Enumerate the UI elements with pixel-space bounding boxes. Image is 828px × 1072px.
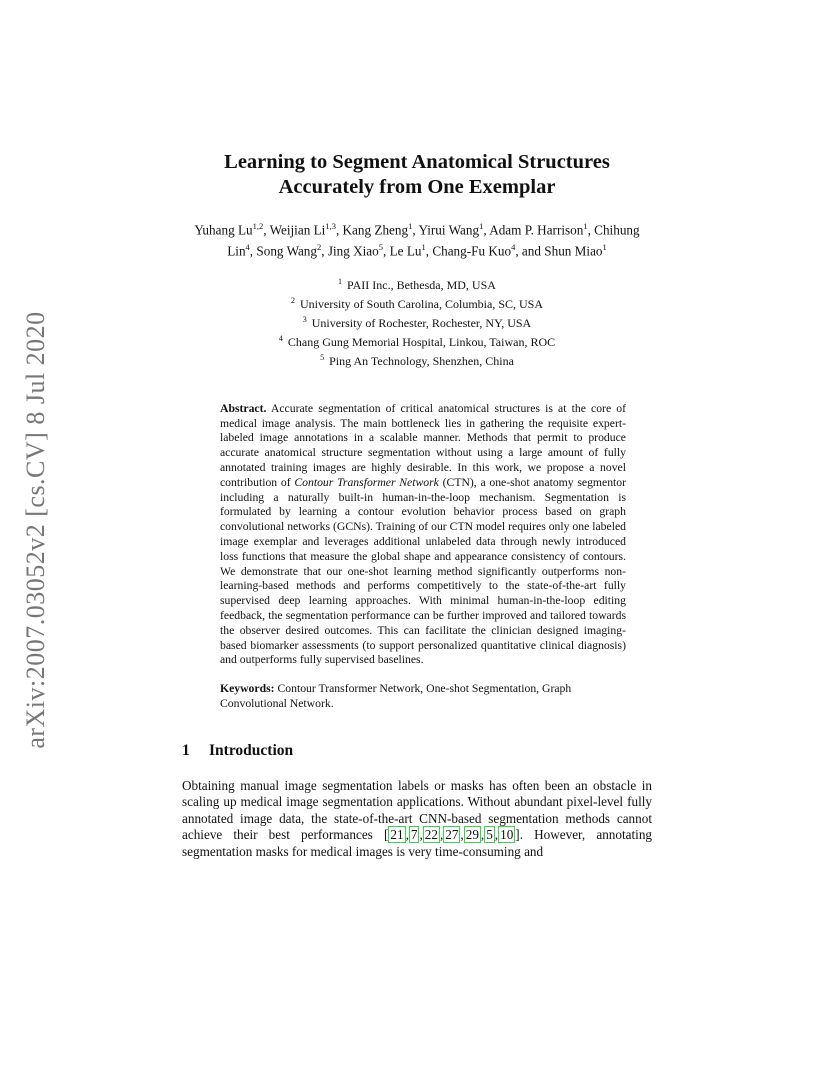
abstract-label: Abstract.: [220, 401, 267, 415]
citation-link[interactable]: 5: [486, 827, 493, 843]
author-name: Jing Xiao: [327, 243, 379, 259]
affiliation-text: University of Rochester, Rochester, NY, USA: [311, 315, 532, 330]
section-heading: [182, 742, 652, 760]
affiliation-item: [182, 331, 652, 350]
arxiv-identifier-text: arXiv:2007.03052v2 [cs.CV] 8 Jul 2020: [21, 311, 50, 749]
citation-link[interactable]: 7: [410, 827, 418, 843]
affiliation-list: [182, 274, 652, 369]
author-separator: ,: [335, 222, 343, 238]
affiliation-number: 3: [302, 314, 307, 324]
citation-group: [ 21 , 7 , 22 , 27 , 29 , 5 , 10 ]: [383, 827, 520, 843]
author-affiliation-mark: 4: [511, 241, 516, 252]
author-affiliation-mark: 1: [408, 221, 413, 231]
author-affiliation-mark: 1: [421, 241, 426, 252]
affiliation-number: 4: [278, 333, 283, 343]
author-affiliation-mark: 1: [602, 241, 607, 252]
author-separator: ,: [483, 222, 490, 238]
section-title: Introduction: [209, 741, 294, 759]
affiliation-item: [182, 350, 652, 369]
section-number: 1: [182, 741, 190, 759]
citation-link[interactable]: 29: [465, 827, 479, 843]
citation-link[interactable]: 27: [445, 827, 459, 843]
author-affiliation-mark: 4: [245, 241, 250, 252]
author-separator: , and: [515, 243, 545, 259]
author-separator: ,: [249, 243, 257, 259]
author-affiliation-mark: 1,2: [252, 221, 264, 231]
author-separator: ,: [321, 243, 328, 259]
author-separator: ,: [425, 243, 433, 259]
author-name: Adam P. Harrison: [489, 222, 584, 238]
author-name: Yirui Wang: [418, 222, 480, 238]
author-name: Song Wang: [256, 243, 317, 259]
affiliation-item: [182, 293, 652, 312]
affiliation-item: [182, 274, 652, 293]
paper-page: [182, 150, 652, 860]
intro-paragraph: [182, 778, 652, 861]
author-name: Weijian Li: [269, 222, 326, 238]
affiliation-item: [182, 312, 652, 331]
author-affiliation-mark: 5: [378, 241, 384, 252]
author-name: Kang Zheng: [342, 222, 409, 238]
author-name: Shun Miao: [544, 243, 603, 259]
intro-text-2: . However, annotating segmentation masks for medical images is very time-consuming and: [182, 827, 653, 859]
author-separator: ,: [263, 222, 270, 238]
affiliation-number: 1: [338, 276, 343, 286]
affiliation-text: Ping An Technology, Shenzhen, China: [329, 353, 514, 368]
keywords-label: Keywords:: [220, 682, 275, 696]
author-separator: ,: [587, 222, 595, 238]
affiliation-number: 5: [320, 352, 325, 362]
author-affiliation-mark: 1: [479, 221, 484, 231]
affiliation-text: PAII Inc., Bethesda, MD, USA: [347, 277, 496, 292]
title-line-1: Learning to Segment Anatomical Structures: [224, 151, 610, 173]
author-name: Yuhang Lu: [194, 222, 253, 238]
author-name: Chihung Lin: [227, 222, 640, 259]
author-separator: ,: [383, 243, 390, 259]
author-separator: ,: [412, 222, 419, 238]
author-affiliation-mark: 1: [583, 221, 588, 231]
abstract-text-2: (CTN), a one-shot anatomy segmentor including a naturally built-in human-in-the-loop mechanism. Segmentation is formulated by learning a contour evolution behavior process based on graph convolutional networks (GCNs). Training of our CTN model requires only one labeled image exemplar and leverages additional unlabeled data through newly introduced loss functions that measure the global shape and appearance consistency of contours. We demonstrate that our one-shot learning method significantly outperforms non-learning-based methods and performs competitively to the state-of-the-art fully supervised deep learning approaches. With minimal human-in-the-loop editing feedback, the segmentation performance can be further improved and tailored towards the observer desired outcomes. This can facilitate the clinician designed imaging-based biomarker assessments (to support personalized quantitative clinical diagnosis) and outperforms fully supervised baselines.: [220, 475, 627, 667]
citation-link[interactable]: 21: [390, 827, 404, 843]
abstract-text-1: Accurate segmentation of critical anatomical structures is at the core of medical image analysis. The main bottleneck lies in gathering the requisite expert-labeled image annotations in a scalable manner. Methods that permit to produce accurate anatomical structure segmentation without using a large amount of fully annotated training images are highly desirable. In this work, we propose a novel contribution of: [220, 401, 627, 489]
abstract: [220, 402, 626, 668]
citation-link[interactable]: 10: [500, 827, 514, 843]
keywords: [220, 682, 626, 712]
abstract-emphasis: Contour Transformer Network: [294, 475, 439, 489]
author-name: Le Lu: [389, 243, 422, 259]
keywords-text: Contour Transformer Network, One-shot Segmentation, Graph Convolutional Network.: [220, 682, 572, 710]
author-affiliation-mark: 2: [317, 241, 322, 252]
intro-text-1: Obtaining manual image segmentation labels or masks has often been an obstacle in scaling up medical image segmentation applications. Without abundant pixel-level fully annotated image data, the state-of-the-art CNN-based segmentation methods cannot achieve their best performances: [182, 777, 652, 843]
affiliation-text: University of South Carolina, Columbia, SC, USA: [300, 296, 543, 311]
arxiv-identifier: [22, 300, 50, 760]
affiliation-text: Chang Gung Memorial Hospital, Linkou, Taiwan, ROC: [287, 334, 556, 349]
citation-link[interactable]: 22: [424, 827, 438, 843]
paper-title: [182, 150, 652, 200]
author-name: Chang-Fu Kuo: [432, 243, 512, 259]
affiliation-number: 2: [291, 295, 295, 305]
author-affiliation-mark: 1,3: [325, 221, 336, 231]
author-list: [182, 218, 652, 260]
title-line-2: Accurately from One Exemplar: [278, 176, 556, 198]
